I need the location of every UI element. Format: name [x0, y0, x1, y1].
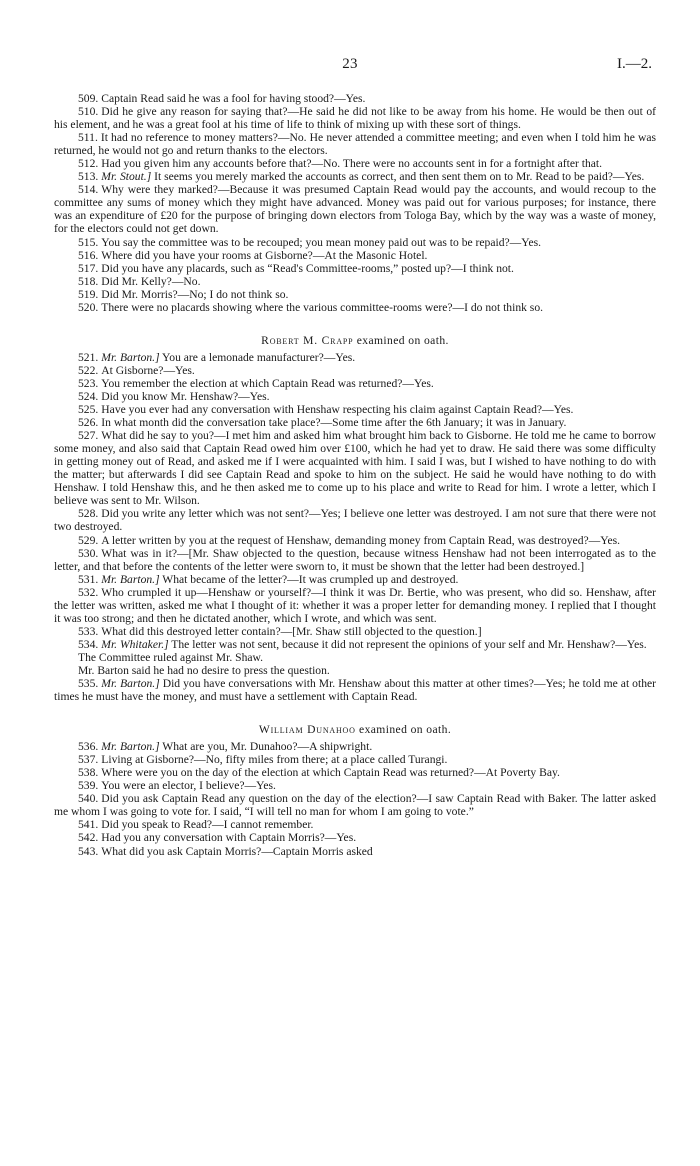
question-number: 535.: [78, 677, 99, 691]
question-text: Did Mr. Morris?—No; I do not think so.: [101, 287, 289, 301]
question-text: Did Mr. Kelly?—No.: [101, 274, 201, 288]
question-text: Did you write any letter which was not sent?—Yes; I believe one letter was destroyed. I am not sure that there were not two destroyed.: [54, 507, 656, 534]
question-number: 536.: [78, 740, 99, 754]
question-number: 543.: [78, 844, 99, 858]
speaker-name: Mr. Barton.]: [101, 740, 160, 754]
question-paragraph: [54, 390, 656, 403]
question-number: 512.: [78, 157, 99, 171]
question-text: Did you have conversations with Mr. Henshaw about this matter at other times?—Yes; he told me at other times he must have the money, and must have a settlement with Captain Read.: [54, 677, 657, 704]
question-paragraph: [54, 753, 656, 766]
question-paragraph: [54, 573, 656, 586]
question-text: Have you ever had any conversation with Henshaw respecting his claim against Captain Read?—Yes.: [101, 403, 574, 417]
question-number: 509.: [78, 92, 99, 105]
question-text: You remember the election at which Captain Read was returned?—Yes.: [101, 376, 434, 390]
speaker-name: Mr. Barton.]: [101, 572, 160, 586]
question-paragraph: [54, 183, 656, 235]
question-paragraph: [54, 845, 656, 858]
question-text: A letter written by you at the request of Henshaw, demanding money from Captain Read, was destroyed?—Yes.: [101, 533, 620, 547]
question-paragraph: [54, 275, 656, 288]
witness-name: Robert M. Crapp: [261, 333, 354, 347]
question-number: 522.: [78, 363, 99, 377]
question-text: Where were you on the day of the election at which Captain Read was returned?—At Poverty Bay.: [101, 766, 560, 780]
heading-suffix: examined on oath.: [353, 333, 449, 347]
question-paragraph: [54, 105, 656, 131]
speaker-name: Mr. Barton.]: [101, 350, 160, 364]
question-number: 530.: [78, 546, 99, 560]
question-paragraph: [54, 364, 656, 377]
page-content: [54, 92, 656, 858]
question-paragraph: [54, 740, 656, 753]
question-text: What did he say to you?—I met him and asked him what brought him back to Gisborne. He told me he came to borrow some money, and also said that Captain Read owed him over £100, which he had yet to draw. He said there was some difficulty in getting money out of Read, and asked me if I were acquainted with him. I said I was, but I wished to have nothing to do with the matter; but afterwards I did see Captain Read and spoke to him on the subject. He said he would have nothing to do with Henshaw. I told Henshaw this, and he then asked me to come up to his place and write to Read for him. I wrote a letter, which I believe was sent to Mr. Wilson.: [54, 429, 656, 508]
question-number: 514.: [78, 183, 99, 197]
page-number: 23: [342, 56, 358, 72]
question-paragraph: [54, 351, 656, 364]
question-paragraph: [54, 534, 656, 547]
question-number: 515.: [78, 235, 99, 249]
question-number: 517.: [78, 261, 99, 275]
question-paragraph: [54, 831, 656, 844]
speaker-name: Mr. Stout.]: [101, 170, 152, 184]
question-paragraph: [54, 792, 656, 818]
question-text: In what month did the conversation take place?—Some time after the 6th January; it was in January.: [101, 416, 567, 430]
question-paragraph: [54, 766, 656, 779]
question-text: There were no placards showing where the various committee-rooms were?—I do not think so.: [101, 300, 544, 314]
question-number: 528.: [78, 507, 99, 521]
question-number: 542.: [78, 831, 99, 845]
question-text: Had you any conversation with Captain Morris?—Yes.: [101, 831, 357, 845]
question-number: 518.: [78, 274, 99, 288]
question-text: What did you ask Captain Morris?—Captain Morris asked: [101, 844, 373, 858]
question-paragraph: [54, 818, 656, 831]
barton-statement: Mr. Barton said he had no desire to press the question.: [78, 663, 330, 677]
question-text: Did you ask Captain Read any question on the day of the election?—I saw Captain Read with Baker. The latter asked me whom I was going to vote for. I said, “I will tell no man for whom I am going to vote.”: [54, 792, 656, 819]
question-number: 531.: [78, 572, 99, 586]
question-number: 527.: [78, 429, 99, 443]
question-paragraph: [54, 131, 656, 157]
question-paragraph: [54, 301, 656, 314]
question-number: 519.: [78, 287, 99, 301]
question-text: Where did you have your rooms at Gisborne?—At the Masonic Hotel.: [101, 248, 428, 262]
question-number: 511.: [78, 131, 98, 145]
question-paragraph: [54, 779, 656, 792]
page-header: [0, 58, 700, 78]
question-paragraph: [54, 638, 656, 651]
question-text: You say the committee was to be recouped; you mean money paid out was to be repaid?—Yes.: [101, 235, 542, 249]
question-paragraph: [54, 677, 656, 703]
series-number: I.—2.: [617, 56, 652, 72]
witness-name: William Dunahoo: [258, 723, 356, 737]
question-paragraph: [54, 416, 656, 429]
question-text: What are you, Mr. Dunahoo?—A shipwright.: [159, 740, 373, 754]
question-paragraph: [54, 92, 656, 105]
question-text: Had you given him any accounts before that?—No. There were no accounts sent in for a fortnight after that.: [101, 157, 603, 171]
question-text: At Gisborne?—Yes.: [101, 363, 195, 377]
question-paragraph: [54, 377, 656, 390]
witness-heading-crapp: [54, 334, 656, 347]
question-text: What became of the letter?—It was crumpled up and destroyed.: [159, 572, 459, 586]
question-paragraph: [54, 429, 656, 507]
witness-heading-dunahoo: [54, 723, 656, 736]
question-number: 520.: [78, 300, 99, 314]
speaker-name: Mr. Whitaker.]: [101, 637, 169, 651]
question-paragraph: [54, 625, 656, 638]
question-paragraph: [54, 157, 656, 170]
question-number: 540.: [78, 792, 99, 806]
question-text: Did you know Mr. Henshaw?—Yes.: [101, 389, 270, 403]
question-text: You are a lemonade manufacturer?—Yes.: [159, 350, 356, 364]
question-text: Who crumpled it up—Henshaw or yourself?—I think it was Dr. Bertie, who was present, who did so. Henshaw, after the letter was written, asked me what I thought of it: whether it was a proper letter for demanding money. I replied that I thought it was too strong; and then he dictated another, which I wrote, and which was sent.: [54, 585, 656, 625]
question-text: Living at Gisborne?—No, fifty miles from there; at a place called Turangi.: [101, 753, 448, 767]
question-text: It had no reference to money matters?—No. He never attended a committee meeting; and even when I told him he was returned, he would not go and return thanks to the electors.: [54, 131, 656, 158]
question-paragraph: [54, 249, 656, 262]
question-number: 513.: [78, 170, 99, 184]
question-text: What was in it?—[Mr. Shaw objected to the question, because witness Henshaw had not been interrogated as to the letter, and that before the contents of the letter were sworn to, it must be shown that the letter had been destroyed.]: [54, 546, 656, 573]
question-number: 532.: [78, 585, 99, 599]
question-number: 523.: [78, 376, 99, 390]
question-paragraph: [54, 403, 656, 416]
question-text: Captain Read said he was a fool for having stood?—Yes.: [101, 92, 366, 105]
question-paragraph: [54, 586, 656, 625]
question-paragraph: [54, 262, 656, 275]
speaker-name: Mr. Barton.]: [101, 677, 160, 691]
question-number: 533.: [78, 624, 99, 638]
question-number: 526.: [78, 416, 99, 430]
question-number: 539.: [78, 779, 99, 793]
question-paragraph: [54, 288, 656, 301]
question-paragraph: [54, 507, 656, 533]
committee-ruling: The Committee ruled against Mr. Shaw.: [78, 650, 264, 664]
question-number: 529.: [78, 533, 99, 547]
question-number: 524.: [78, 389, 99, 403]
heading-suffix: examined on oath.: [355, 723, 452, 737]
section-dunahoo-testimony: [54, 740, 656, 857]
question-paragraph: [54, 170, 656, 183]
question-number: 525.: [78, 403, 99, 417]
question-number: 541.: [78, 818, 99, 832]
question-text: Did you have any placards, such as “Read's Committee-rooms,” posted up?—I think not.: [101, 261, 514, 275]
question-text: It seems you merely marked the accounts as correct, and then sent them on to Mr. Read to be paid?—Yes.: [151, 170, 645, 184]
question-number: 516.: [78, 248, 99, 262]
question-text: Did he give any reason for saying that?—He said he did not like to be away from his home. He would be then out of his element, and he was a great fool at his time of life to think of mixing up with these sort of things.: [54, 105, 656, 132]
question-number: 538.: [78, 766, 99, 780]
question-number: 510.: [78, 105, 99, 119]
question-text: Why were they marked?—Because it was presumed Captain Read would pay the accounts, and would recoup to the committee any sums of money which they might have advanced. Money was paid out for various purposes; for instance, there was an expenditure of £20 for the purpose of bringing down electors from Tologa Bay, which by the way was a waste of money, for the electors could not get down.: [54, 183, 656, 236]
question-paragraph: [54, 547, 656, 573]
question-paragraph: [54, 236, 656, 249]
question-text: Did you speak to Read?—I cannot remember.: [101, 818, 314, 832]
section-crapp-testimony: [54, 351, 656, 651]
question-text: You were an elector, I believe?—Yes.: [101, 779, 276, 793]
question-number: 537.: [78, 753, 99, 767]
question-text: The letter was not sent, because it did not represent the opinions of your self and Mr. Henshaw?—Yes.: [168, 637, 647, 651]
question-text: What did this destroyed letter contain?—[Mr. Shaw still objected to the question.]: [101, 624, 482, 638]
section-reed-testimony: [54, 92, 656, 314]
question-number: 534.: [78, 637, 99, 651]
question-number: 521.: [78, 350, 99, 364]
